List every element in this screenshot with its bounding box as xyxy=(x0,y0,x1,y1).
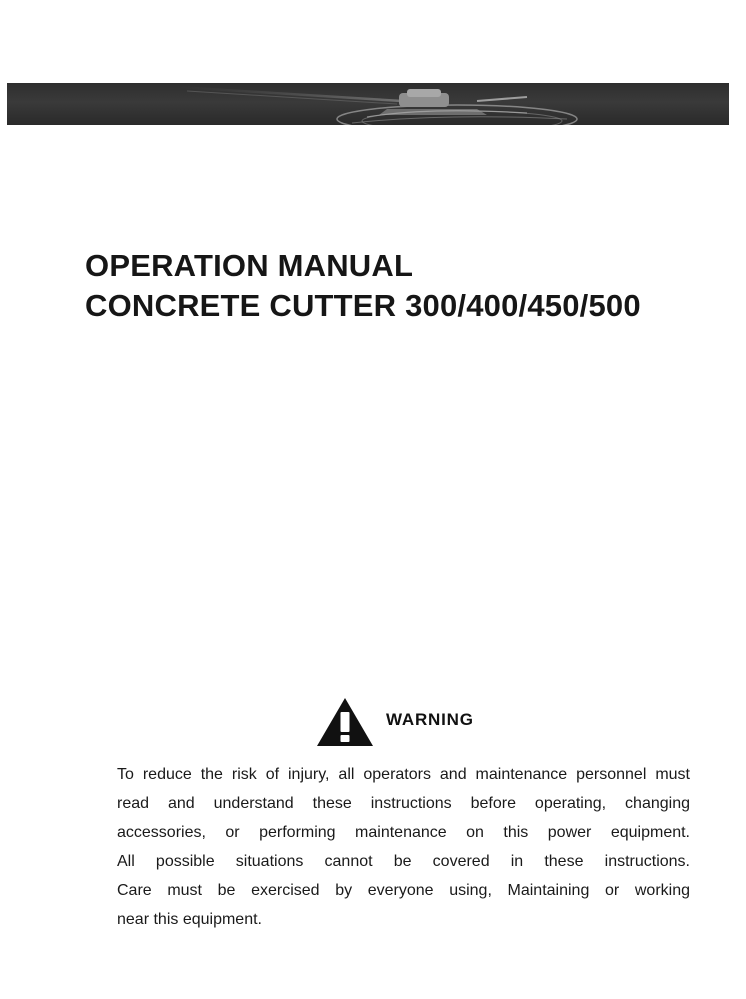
warning-header xyxy=(316,697,474,747)
warning-paragraph xyxy=(117,760,690,934)
warning-line: read and understand these instructions before operating, changing xyxy=(117,795,690,812)
warning-label: WARNING xyxy=(386,710,474,729)
warning-line: All possible situations cannot be covered in these instructions. xyxy=(117,853,690,870)
warning-line: accessories, or performing maintenance on this power equipment. xyxy=(117,824,690,841)
warning-triangle-icon xyxy=(316,697,374,747)
title-line-product: CONCRETE CUTTER 300/400/450/500 xyxy=(85,288,641,323)
warning-line: To reduce the risk of injury, all operators and maintenance personnel must xyxy=(117,766,690,783)
title-line-manual: OPERATION MANUAL xyxy=(85,248,414,283)
header-banner xyxy=(7,83,729,125)
machine-banner-image xyxy=(7,83,729,125)
warning-line: Care must be exercised by everyone using, Maintaining or working xyxy=(117,882,690,899)
warning-line: near this equipment. xyxy=(117,911,262,928)
document-title xyxy=(85,246,725,326)
